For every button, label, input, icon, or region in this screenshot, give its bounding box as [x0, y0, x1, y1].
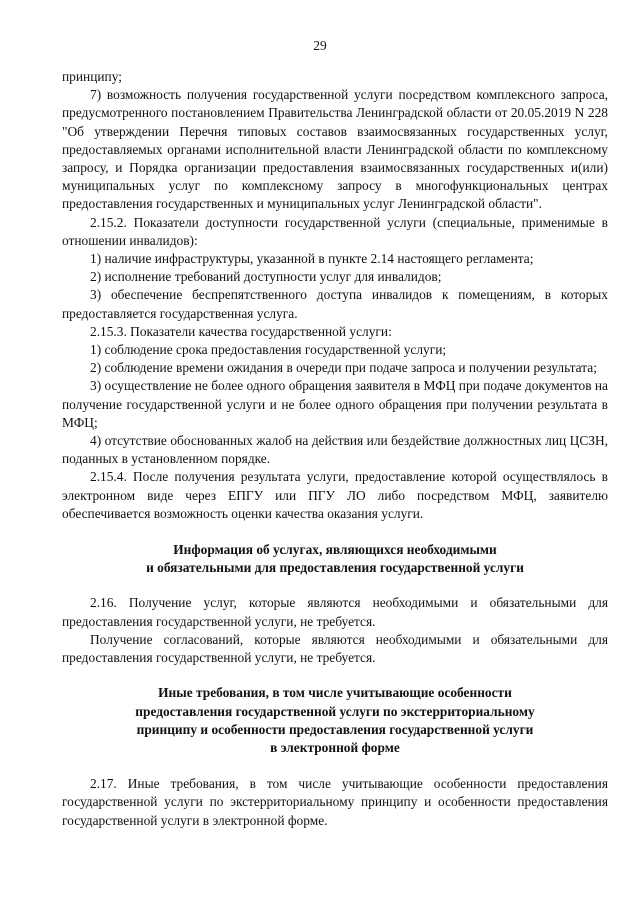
section-heading [62, 684, 608, 757]
paragraph: 4) отсутствие обоснованных жалоб на действия или бездействие должностных лиц ЦСЗН, поданных в установленном порядке. [62, 433, 608, 467]
paragraph: 2.15.4. После получения результата услуги, предоставление которой осуществлялось в электронном виде через ЕПГУ или ПГУ ЛО либо посредством МФЦ, заявителю обеспечивается возможность оценки качества оказания услуги. [62, 469, 608, 521]
paragraph: 1) соблюдение срока предоставления государственной услуги; [90, 342, 447, 358]
section-heading-line: в электронной форме [270, 739, 400, 755]
page-number: 29 [313, 38, 327, 53]
section-heading-line: Информация об услугах, являющихся необходимыми [173, 542, 497, 558]
paragraph: Получение согласований, которые являются необходимыми и обязательными для предоставления государственной услуги, не требуется. [62, 631, 608, 666]
paragraph: 2.17. Иные требования, в том числе учитывающие особенности предоставления государственной услуги по экстерриториальному принципу и особенности предоставления государственной услуги в электронной форме. [62, 776, 608, 828]
paragraph: 2) исполнение требований доступности услуг для инвалидов; [90, 269, 442, 285]
section-heading-line: Иные требования, в том числе учитывающие особенности [158, 685, 512, 701]
paragraph: 2.15.3. Показатели качества государственной услуги: [90, 323, 392, 339]
paragraph: 7) возможность получения государственной услуги посредством комплексного запроса, предусмотренного постановлением Правительства Ленинградской области от 20.05.2019 N 228 "Об утверждении Перечня типовых составов взаимосвязанных государственных услуг, предоставляемых органами исполнительной власти Ленинградской области по комплексному запросу, и Порядка организации предоставления взаимосвязанных государственных и(или) муниципальных услуг по комплексному запросу в многофункциональных центрах предоставления государственных и муниципальных услуг Ленинградской области". [62, 87, 608, 212]
paragraph: 2.16. Получение услуг, которые являются необходимыми и обязательными для предоставления государственной услуги, не требуется. [62, 595, 608, 629]
section-heading [62, 541, 608, 577]
paragraph: принципу; [62, 69, 122, 84]
paragraph: 3) осуществление не более одного обращения заявителя в МФЦ при подаче документов на получение государственной услуги и не более одного обращения при получении результата в МФЦ; [62, 378, 608, 430]
section-heading-line: предоставления государственной услуги по экстерриториальному [135, 703, 535, 719]
section-heading-line: принципу и особенности предоставления государственной услуги [136, 721, 534, 737]
paragraph: 1) наличие инфраструктуры, указанной в пункте 2.14 настоящего регламента; [90, 251, 534, 267]
paragraph: 2.15.2. Показатели доступности государственной услуги (специальные, применимые в отношении инвалидов): [62, 214, 608, 248]
paragraph: 2) соблюдение времени ожидания в очереди при подаче запроса и получении результата; [90, 360, 597, 376]
document-body [62, 68, 608, 830]
paragraph: 3) обеспечение беспрепятственного доступа инвалидов к помещениям, в которых предоставляется государственная услуга. [62, 287, 608, 321]
section-heading-line: и обязательными для предоставления государственной услуги [146, 560, 524, 576]
